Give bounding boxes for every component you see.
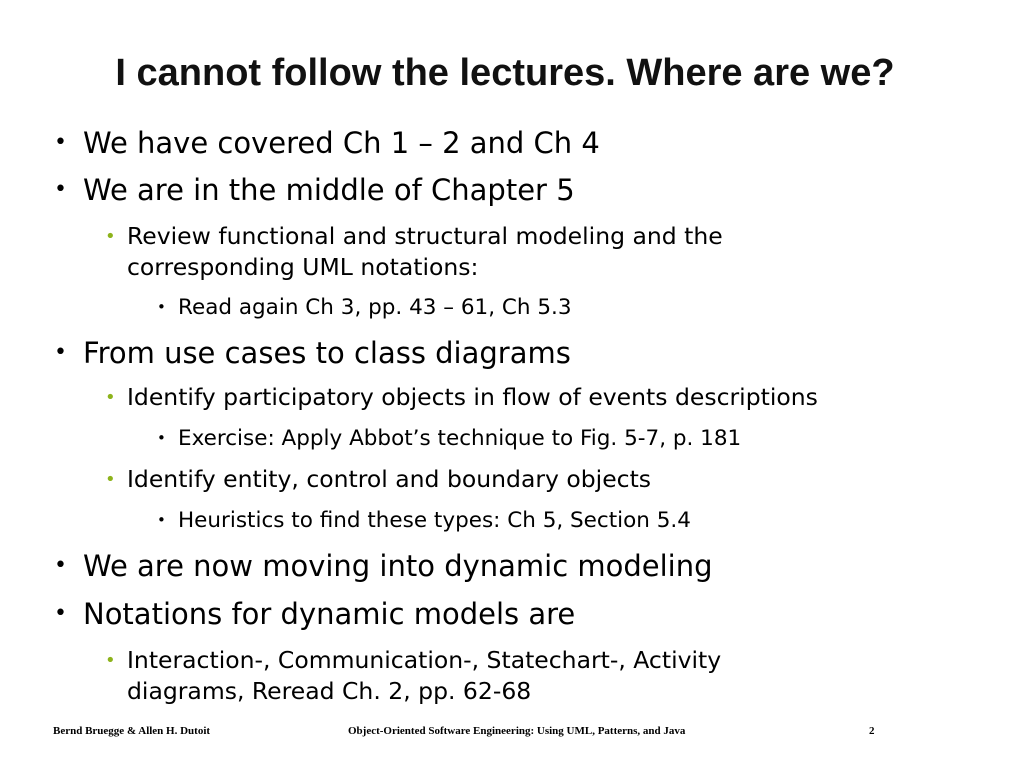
footer-book-title: Object-Oriented Software Engineering: Using UML, Patterns, and Java xyxy=(348,725,686,737)
sub-sub-bullet-item xyxy=(157,425,742,452)
footer-page-number: 2 xyxy=(869,725,875,737)
sub-bullet-dot-icon: • xyxy=(105,387,116,408)
bullet-text: We are now moving into dynamic modeling xyxy=(83,549,713,583)
bullet-dot-icon: • xyxy=(54,130,67,155)
bullet-text: Read again Ch 3, pp. 43 – 61, Ch 5.3 xyxy=(178,295,572,320)
bullet-item xyxy=(54,597,576,631)
bullet-text: Exercise: Apply Abbot’s technique to Fig. 5-7, p. 181 xyxy=(178,426,742,451)
sub-bullet-item xyxy=(105,382,818,413)
bullet-dot-icon: • xyxy=(54,340,67,365)
sub-bullet-item xyxy=(105,464,652,495)
bullet-text: Interaction-, Communication-, Statechart-, Activity xyxy=(127,646,722,674)
bullet-dot-icon: • xyxy=(54,177,67,202)
sub-sub-bullet-dot-icon: • xyxy=(157,429,166,447)
bullet-item xyxy=(54,126,600,160)
bullet-text: diagrams, Reread Ch. 2, pp. 62-68 xyxy=(127,677,532,705)
sub-bullet-continuation xyxy=(127,676,531,707)
sub-sub-bullet-item xyxy=(157,507,691,534)
bullet-item xyxy=(54,336,571,370)
bullet-text: We are in the middle of Chapter 5 xyxy=(83,173,575,207)
footer-authors: Bernd Bruegge & Allen H. Dutoit xyxy=(53,725,211,737)
bullet-text: Heuristics to find these types: Ch 5, Section 5.4 xyxy=(178,508,691,533)
sub-bullet-item xyxy=(105,645,722,676)
slide-title: I cannot follow the lectures. Where are we? xyxy=(115,52,895,94)
sub-bullet-continuation xyxy=(127,252,478,283)
bullet-text: Identify entity, control and boundary objects xyxy=(127,465,652,493)
bullet-text: Identify participatory objects in flow of events descriptions xyxy=(127,383,818,411)
bullet-dot-icon: • xyxy=(54,601,67,626)
sub-bullet-item xyxy=(105,221,723,252)
bullet-dot-icon: • xyxy=(54,553,67,578)
bullet-text: Review functional and structural modeling and the xyxy=(127,222,723,250)
sub-bullet-dot-icon: • xyxy=(105,650,116,671)
bullet-text: corresponding UML notations: xyxy=(127,253,479,281)
bullet-text: From use cases to class diagrams xyxy=(83,336,571,370)
sub-sub-bullet-item xyxy=(157,294,572,321)
sub-bullet-dot-icon: • xyxy=(105,469,116,490)
bullet-text: Notations for dynamic models are xyxy=(83,597,576,631)
sub-bullet-dot-icon: • xyxy=(105,226,116,247)
bullet-item xyxy=(54,549,713,583)
sub-sub-bullet-dot-icon: • xyxy=(157,511,166,529)
sub-sub-bullet-dot-icon: • xyxy=(157,298,166,316)
bullet-text: We have covered Ch 1 – 2 and Ch 4 xyxy=(83,126,600,160)
bullet-item xyxy=(54,173,575,207)
